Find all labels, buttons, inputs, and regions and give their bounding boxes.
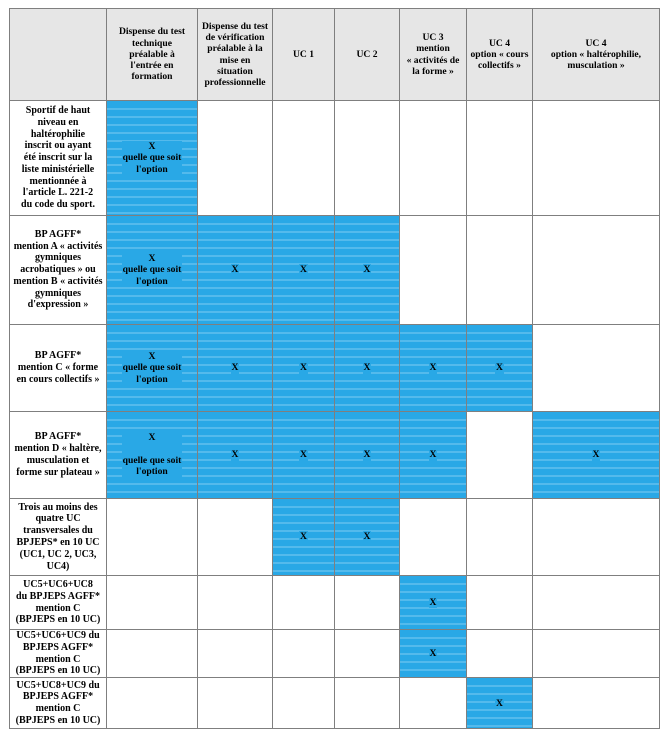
table-cell [400, 216, 467, 325]
table-cell: X [400, 325, 467, 412]
header-uc1: UC 1 [273, 9, 335, 101]
table-cell: X [273, 325, 335, 412]
table-cell [467, 216, 533, 325]
table-cell [273, 101, 335, 216]
table-row [10, 630, 660, 678]
row-label: BP AGFF* mention C « forme en cours collectifs » [10, 325, 107, 412]
table-cell [467, 630, 533, 678]
table-cell: X [335, 499, 400, 576]
table-cell: X quelle que soit l'option [107, 216, 198, 325]
table-cell [533, 678, 660, 729]
table-row [10, 678, 660, 729]
table-cell: X [400, 630, 467, 678]
header-test-verification: Dispense du test de vérification préalable à la mise en situation professionnelle [198, 9, 273, 101]
table-cell: X [335, 216, 400, 325]
table-cell: X [467, 678, 533, 729]
table-cell [273, 576, 335, 630]
header-row [10, 9, 660, 101]
header-uc4-halterophilie: UC 4 option « haltérophilie, musculation » [533, 9, 660, 101]
table-cell [198, 499, 273, 576]
table-cell: X [198, 325, 273, 412]
table-cell [533, 216, 660, 325]
table-cell: X quelle que soit l'option [107, 412, 198, 499]
table-cell: X [533, 412, 660, 499]
table-cell: X [198, 216, 273, 325]
table-cell: X [198, 412, 273, 499]
table-cell [198, 576, 273, 630]
row-label: UC5+UC6+UC8 du BPJEPS AGFF* mention C (BPJEPS en 10 UC) [10, 576, 107, 630]
table-cell: X quelle que soit l'option [107, 325, 198, 412]
table-cell: X [467, 325, 533, 412]
row-label: BP AGFF* mention D « haltère, musculation et forme sur plateau » [10, 412, 107, 499]
row-label: Sportif de haut niveau en haltérophilie inscrit ou ayant été inscrit sur la liste ministérielle mentionnée à l'article L. 221-2 du code du sport. [10, 101, 107, 216]
table-cell [273, 630, 335, 678]
row-label: BP AGFF* mention A « activités gymniques acrobatiques » ou mention B « activités gymniques d'expression » [10, 216, 107, 325]
table-cell: X [335, 325, 400, 412]
table-cell [533, 325, 660, 412]
table-cell: X [273, 499, 335, 576]
table-cell [198, 630, 273, 678]
table-cell [467, 499, 533, 576]
table-cell [400, 101, 467, 216]
table-row [10, 412, 660, 499]
corner-cell [10, 9, 107, 101]
table-row [10, 101, 660, 216]
table-cell [335, 678, 400, 729]
table-cell [335, 630, 400, 678]
table-row [10, 216, 660, 325]
table-cell: X [400, 576, 467, 630]
table-cell [107, 630, 198, 678]
header-uc3: UC 3 mention « activités de la forme » [400, 9, 467, 101]
table-cell [335, 576, 400, 630]
header-uc4-cours-collectifs: UC 4 option « cours collectifs » [467, 9, 533, 101]
table-cell: X quelle que soit l'option [107, 101, 198, 216]
table-cell [467, 412, 533, 499]
table-cell [533, 576, 660, 630]
table-cell [533, 101, 660, 216]
equivalence-table [9, 8, 660, 729]
table-cell [533, 499, 660, 576]
table-row [10, 325, 660, 412]
table-cell [107, 576, 198, 630]
row-label: Trois au moins des quatre UC transversales du BPJEPS* en 10 UC (UC1, UC 2, UC3, UC4) [10, 499, 107, 576]
row-label: UC5+UC6+UC9 du BPJEPS AGFF* mention C (BPJEPS en 10 UC) [10, 630, 107, 678]
table-cell: X [273, 216, 335, 325]
table-cell [400, 499, 467, 576]
table-cell [198, 101, 273, 216]
table-cell [107, 678, 198, 729]
table-cell [198, 678, 273, 729]
table-cell [107, 499, 198, 576]
table-row [10, 576, 660, 630]
header-test-technique: Dispense du test technique préalable à l'entrée en formation [107, 9, 198, 101]
table-cell: X [273, 412, 335, 499]
table-row [10, 499, 660, 576]
table-cell [467, 101, 533, 216]
table-cell [400, 678, 467, 729]
table-cell [533, 630, 660, 678]
table-cell: X [335, 412, 400, 499]
table-cell [467, 576, 533, 630]
table-cell [273, 678, 335, 729]
row-label: UC5+UC8+UC9 du BPJEPS AGFF* mention C (BPJEPS en 10 UC) [10, 678, 107, 729]
table-cell [335, 101, 400, 216]
table-cell: X [400, 412, 467, 499]
header-uc2: UC 2 [335, 9, 400, 101]
